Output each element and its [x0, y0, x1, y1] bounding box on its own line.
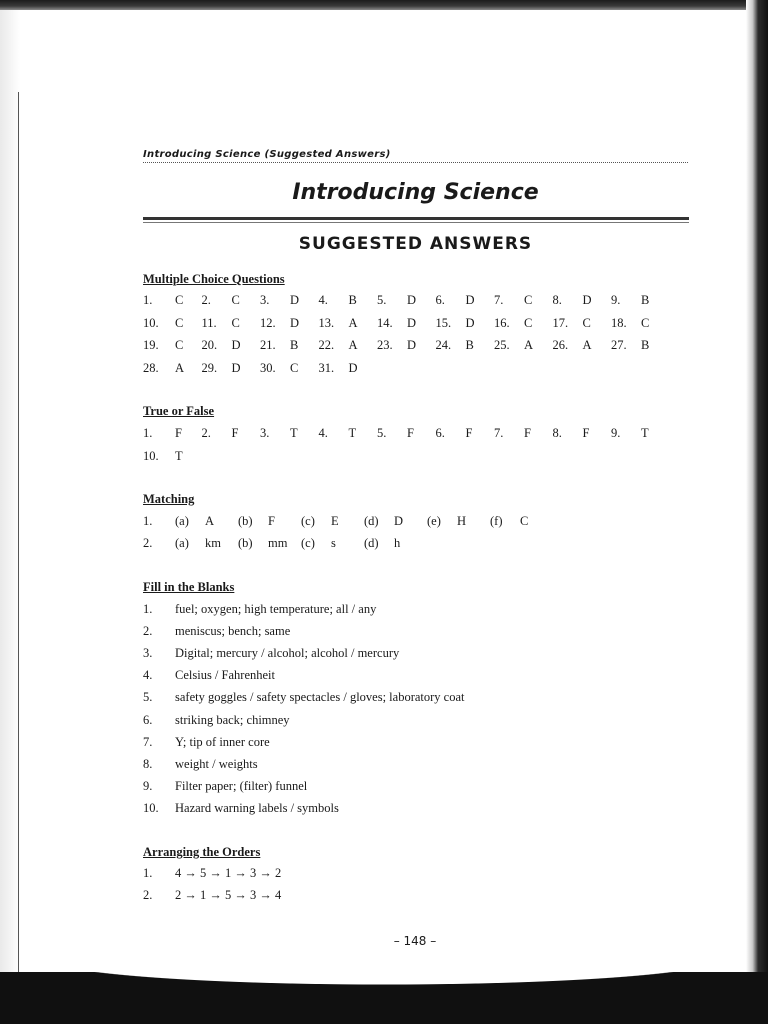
- mcq-item: [260, 316, 318, 332]
- mcq-number: 1.: [143, 293, 153, 307]
- matching-label: (a): [175, 514, 189, 528]
- mcq-number: 5.: [377, 293, 387, 307]
- mcq-number: 19.: [143, 338, 159, 352]
- mcq-item: [319, 316, 377, 332]
- order-answer: 2 → 1 → 5 → 3 → 4: [175, 888, 282, 902]
- tf-number: 10.: [143, 448, 159, 463]
- mcq-answer: C: [524, 293, 533, 307]
- mcq-item: [202, 316, 260, 332]
- tf-number: 2.: [201, 426, 211, 440]
- mcq-item: [202, 293, 260, 309]
- tf-item: [143, 449, 201, 465]
- mcq-answer: A: [348, 315, 358, 330]
- mcq-item: [377, 293, 435, 309]
- tf-item: [202, 426, 260, 442]
- mcq-answer: C: [641, 315, 650, 330]
- mcq-answer: D: [231, 338, 241, 352]
- matching-answer: s: [331, 536, 336, 550]
- mcq-item: [260, 338, 318, 354]
- mcq-number: 30.: [260, 360, 276, 375]
- mcq-answer: D: [290, 315, 300, 330]
- mcq-number: 4.: [318, 293, 328, 307]
- mcq-item: [143, 316, 201, 332]
- order-answer: 4 → 5 → 1 → 3 → 2: [175, 866, 282, 880]
- tf-number: 7.: [494, 426, 504, 440]
- mcq-item: [143, 338, 201, 354]
- mcq-answer: D: [407, 338, 417, 352]
- scan-left-line: [18, 92, 19, 992]
- tf-answer: T: [290, 426, 298, 440]
- order-number: 2.: [143, 888, 153, 902]
- matching-answer: h: [394, 536, 401, 550]
- tf-item: [494, 426, 552, 442]
- matching-number: 2.: [143, 536, 153, 550]
- mcq-item: [377, 316, 435, 332]
- mcq-item: [319, 361, 377, 377]
- mcq-number: 25.: [494, 338, 510, 352]
- fill-number: 8.: [143, 756, 153, 771]
- title-rule-thick: [143, 217, 689, 220]
- mcq-answer: D: [407, 293, 417, 307]
- tf-item: [143, 426, 201, 442]
- tf-answer: T: [175, 448, 183, 463]
- tf-answer: F: [582, 426, 590, 440]
- mcq-answer: C: [524, 315, 533, 330]
- mcq-answer: D: [582, 293, 592, 307]
- mcq-answer: A: [524, 338, 534, 352]
- scan-left-edge: [0, 0, 20, 1024]
- mcq-item: [436, 338, 494, 354]
- mcq-item: [436, 293, 494, 309]
- matching-label: (c): [301, 514, 315, 528]
- tf-item: [377, 426, 435, 442]
- mcq-answer: B: [290, 338, 299, 352]
- tf-number: 1.: [143, 426, 153, 440]
- mcq-answer: C: [290, 360, 299, 375]
- mcq-answer: D: [465, 293, 475, 307]
- mcq-item: [494, 316, 552, 332]
- order-section-title: Arranging the Orders: [143, 845, 261, 859]
- fill-answer: meniscus; bench; same: [175, 624, 291, 639]
- matching-label: (e): [427, 514, 441, 528]
- page-subtitle: SUGGESTED ANSWERS: [298, 234, 533, 254]
- mcq-number: 15.: [435, 315, 452, 330]
- matching-answer: D: [394, 514, 404, 528]
- mcq-item: [553, 316, 611, 332]
- mcq-answer: B: [465, 338, 474, 352]
- tf-item: [611, 426, 669, 442]
- tf-answer: F: [524, 426, 531, 440]
- mcq-answer: C: [175, 338, 184, 352]
- mcq-item: [553, 293, 611, 309]
- running-header: Introducing Science (Suggested Answers): [143, 149, 688, 163]
- fill-number: 9.: [143, 778, 153, 793]
- mcq-number: 24.: [435, 338, 452, 352]
- tf-answer: F: [175, 426, 182, 440]
- tf-item: [436, 426, 494, 442]
- order-number: 1.: [143, 866, 153, 880]
- matching-answer: A: [205, 514, 215, 528]
- mcq-answer: C: [231, 315, 240, 330]
- matching-answer: F: [268, 514, 275, 528]
- mcq-item: [494, 338, 552, 354]
- mcq-item: [143, 361, 201, 377]
- page-number: – 148 –: [393, 934, 437, 948]
- mcq-answer: D: [465, 315, 475, 330]
- scan-bottom-curve: [0, 958, 768, 988]
- scan-top-edge: [0, 0, 768, 10]
- mcq-answer: D: [348, 360, 358, 375]
- mcq-number: 26.: [552, 338, 569, 352]
- mcq-answer: A: [348, 338, 358, 352]
- fill-number: 6.: [143, 712, 153, 727]
- fill-number: 1.: [143, 602, 153, 616]
- mcq-number: 21.: [260, 338, 276, 352]
- tf-answer: F: [231, 426, 239, 440]
- mcq-number: 17.: [552, 315, 569, 330]
- mcq-item: [260, 361, 318, 377]
- tf-answer: F: [407, 426, 414, 440]
- mcq-item: [319, 293, 377, 309]
- fill-answer: Digital; mercury / alcohol; alcohol / mercury: [175, 646, 400, 661]
- matching-label: (b): [238, 536, 253, 550]
- mcq-item: [377, 338, 435, 354]
- matching-label: (f): [490, 514, 503, 528]
- tf-number: 9.: [611, 426, 621, 440]
- mcq-number: 14.: [377, 315, 393, 330]
- matching-row: [143, 536, 563, 552]
- matching-answer: H: [457, 514, 467, 528]
- fill-answer: Filter paper; (filter) funnel: [175, 778, 308, 793]
- mcq-answer: C: [582, 315, 591, 330]
- fill-answer: striking back; chimney: [175, 712, 290, 727]
- mcq-number: 3.: [260, 293, 270, 307]
- mcq-number: 28.: [143, 360, 159, 375]
- mcq-answer: D: [231, 360, 241, 375]
- fill-answer: Y; tip of inner core: [175, 734, 270, 749]
- tf-number: 6.: [435, 426, 445, 440]
- mcq-answer: B: [641, 338, 650, 352]
- fill-answer: fuel; oxygen; high temperature; all / any: [175, 602, 377, 616]
- mcq-item: [143, 293, 201, 309]
- fill-answer: weight / weights: [175, 756, 258, 771]
- title-rule-thin: [143, 222, 689, 223]
- mcq-answer: B: [348, 293, 357, 307]
- fill-answer: Hazard warning labels / symbols: [175, 800, 339, 815]
- mcq-answer: D: [407, 315, 417, 330]
- mcq-answer: C: [231, 293, 240, 307]
- matching-section-title: Matching: [143, 492, 195, 506]
- mcq-number: 13.: [318, 315, 335, 330]
- mcq-answer: A: [175, 360, 185, 375]
- tf-number: 5.: [377, 426, 387, 440]
- matching-answer: mm: [268, 536, 288, 550]
- mcq-section-title: Multiple Choice Questions: [143, 272, 285, 286]
- mcq-number: 2.: [201, 293, 211, 307]
- scan-right-edge: [746, 0, 768, 1024]
- matching-label: (d): [364, 514, 379, 528]
- mcq-number: 29.: [201, 360, 218, 375]
- fill-answer: safety goggles / safety spectacles / gloves; laboratory coat: [175, 690, 465, 705]
- mcq-answer: C: [175, 315, 184, 330]
- fill-number: 2.: [143, 624, 153, 639]
- mcq-number: 23.: [377, 338, 393, 352]
- matching-answer: E: [331, 514, 339, 528]
- matching-label: (c): [301, 536, 315, 550]
- mcq-item: [202, 338, 260, 354]
- tf-answer: F: [465, 426, 473, 440]
- mcq-number: 31.: [318, 360, 335, 375]
- fill-number: 10.: [143, 800, 159, 815]
- matching-answer: km: [205, 536, 221, 550]
- tf-answer: T: [641, 426, 649, 440]
- mcq-item: [611, 338, 669, 354]
- matching-label: (b): [238, 514, 253, 528]
- tf-number: 8.: [552, 426, 562, 440]
- fill-number: 4.: [143, 668, 153, 683]
- tf-number: 4.: [318, 426, 328, 440]
- mcq-item: [436, 316, 494, 332]
- tf-number: 3.: [260, 426, 270, 440]
- mcq-number: 20.: [201, 338, 218, 352]
- mcq-number: 18.: [611, 315, 627, 330]
- mcq-number: 8.: [552, 293, 562, 307]
- mcq-item: [611, 316, 669, 332]
- mcq-item: [611, 293, 669, 309]
- mcq-item: [202, 361, 260, 377]
- mcq-item: [494, 293, 552, 309]
- fill-number: 5.: [143, 690, 153, 705]
- tf-item: [553, 426, 611, 442]
- fill-number: 7.: [143, 734, 153, 749]
- mcq-item: [260, 293, 318, 309]
- matching-row: [143, 514, 563, 530]
- page-title: Introducing Science: [292, 180, 539, 205]
- tf-item: [260, 426, 318, 442]
- mcq-number: 10.: [143, 315, 159, 330]
- mcq-answer: B: [641, 293, 650, 307]
- mcq-answer: A: [582, 338, 592, 352]
- mcq-number: 12.: [260, 315, 276, 330]
- mcq-number: 16.: [494, 315, 510, 330]
- fill-section-title: Fill in the Blanks: [143, 580, 235, 594]
- mcq-answer: C: [175, 293, 184, 307]
- mcq-item: [553, 338, 611, 354]
- fill-answer: Celsius / Fahrenheit: [175, 668, 275, 683]
- tf-section-title: True or False: [143, 404, 215, 418]
- matching-label: (a): [175, 536, 189, 550]
- mcq-number: 7.: [494, 293, 504, 307]
- mcq-number: 22.: [318, 338, 335, 352]
- mcq-number: 11.: [201, 315, 217, 330]
- matching-answer: C: [520, 514, 529, 528]
- mcq-answer: D: [290, 293, 300, 307]
- mcq-number: 6.: [435, 293, 445, 307]
- matching-label: (d): [364, 536, 379, 550]
- mcq-number: 9.: [611, 293, 621, 307]
- mcq-number: 27.: [611, 338, 627, 352]
- matching-number: 1.: [143, 514, 153, 528]
- fill-number: 3.: [143, 646, 153, 661]
- tf-item: [319, 426, 377, 442]
- tf-answer: T: [348, 426, 357, 440]
- mcq-item: [319, 338, 377, 354]
